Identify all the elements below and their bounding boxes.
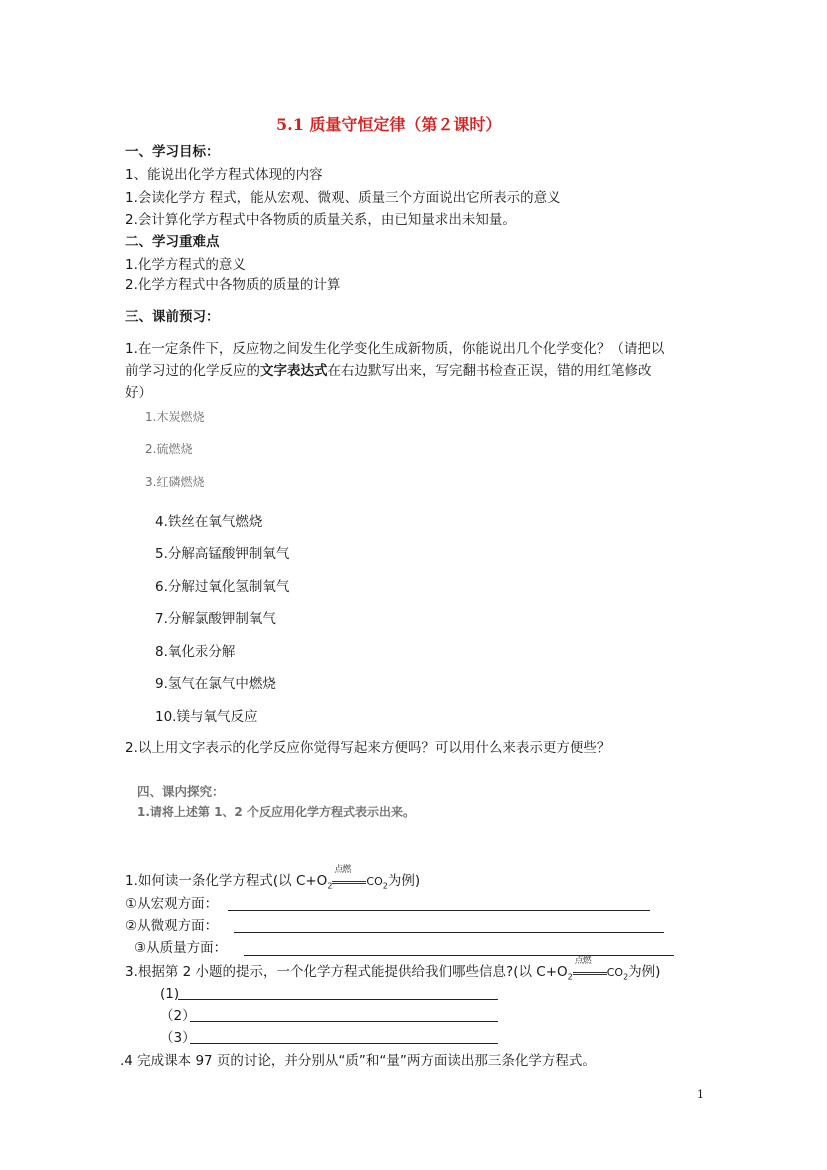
reaction-item: 8.氧化汞分解	[155, 644, 236, 660]
preview-text: 在右边默写出来，写完翻书检查正误，错的用红笔修改	[327, 363, 652, 379]
read-question	[125, 865, 421, 891]
o2-subscript: 2	[567, 972, 573, 982]
info-item-label: （3）	[160, 1030, 196, 1046]
info-question	[125, 956, 661, 982]
explore-heading: 四、课内探究：	[137, 784, 225, 799]
info-question-text: 3.根据第 2 小题的提示，一个化学方程式能提供给我们哪些信息?(以 C+O	[125, 964, 568, 980]
product-subscript: 2	[382, 881, 388, 891]
macro-answer-line[interactable]	[228, 910, 650, 911]
info-item-label: （2）	[160, 1008, 196, 1024]
info-answer-line[interactable]	[190, 1021, 498, 1022]
goal-item: 1.会读化学方 程式，能从宏观、微观、质量三个方面说出它所表示的意义	[125, 190, 561, 206]
reaction-item: 7.分解氯酸钾制氧气	[155, 611, 276, 627]
micro-label: ②从微观方面：	[125, 918, 219, 934]
micro-answer-line[interactable]	[234, 932, 664, 933]
reaction-item: 4.铁丝在氧气燃烧	[155, 514, 263, 530]
page-title: 5.1 质量守恒定律（第２课时）	[276, 115, 502, 134]
product-formula: CO	[606, 966, 624, 979]
difficulty-item: 2.化学方程式中各物质的质量的计算	[125, 277, 341, 293]
reaction-item: 3.红磷燃烧	[145, 475, 205, 489]
reaction-item: 1.木炭燃烧	[145, 410, 205, 424]
mass-answer-line[interactable]	[244, 955, 674, 956]
explore-task: 1.请将上述第 1、2 个反应用化学方程式表示出来。	[137, 805, 415, 819]
reaction-item: 2.硫燃烧	[145, 442, 193, 456]
final-task: .4 完成课本 97 页的讨论，并分别从“质”和“量”两方面读出那三条化学方程式。	[120, 1053, 596, 1069]
info-item-label: (1)	[160, 986, 180, 1002]
preview-text: 前学习过的化学反应的	[125, 363, 260, 379]
difficulty-item: 1.化学方程式的意义	[125, 257, 246, 273]
reaction-arrow	[573, 956, 607, 976]
info-answer-line[interactable]	[178, 999, 498, 1000]
reaction-arrow	[332, 865, 366, 885]
goal-item: 2.会计算化学方程式中各物质的质量关系，由已知量求出未知量。	[125, 212, 516, 228]
goals-heading: 一、学习目标：	[125, 144, 220, 160]
preview-heading: 三、课前预习：	[125, 309, 220, 325]
reaction-item: 9.氢气在氯气中燃烧	[155, 676, 276, 692]
preview-question-1-line-3: 好）	[125, 385, 152, 401]
read-question-text: 1.如何读一条化学方程式(以 C+O	[125, 873, 328, 889]
product-subscript: 2	[623, 972, 629, 982]
mass-label: ③从质量方面：	[134, 940, 228, 956]
difficulty-heading: 二、学习重难点	[125, 234, 220, 250]
page-number: 1	[697, 1088, 704, 1101]
reaction-item: 5.分解高锰酸钾制氧气	[155, 546, 290, 562]
preview-question-1-line-2	[125, 365, 652, 379]
product-formula: CO	[366, 875, 383, 888]
info-answer-line[interactable]	[190, 1043, 498, 1044]
o2-subscript: 2	[327, 881, 333, 891]
preview-question-1-line-1: 1.在一定条件下，反应物之间发生化学变化生成新物质，你能说出几个化学变化？（请把以	[125, 341, 665, 357]
preview-question-2: 2.以上用文字表示的化学反应你觉得写起来方便吗？可以用什么来表示更方便些？	[125, 740, 611, 756]
emphasis-text: 文字表达式	[260, 363, 328, 379]
macro-label: ①从宏观方面：	[125, 896, 219, 912]
goal-item: 1、能说出化学方程式体现的内容	[125, 167, 323, 183]
reaction-item: 10.镁与氧气反应	[155, 709, 258, 725]
read-question-suffix: 为例)	[387, 873, 421, 889]
reaction-item: 6.分解过氧化氢制氧气	[155, 579, 290, 595]
info-question-suffix: 为例)	[628, 964, 661, 980]
reaction-condition: 点燃	[334, 865, 351, 875]
reaction-condition: 点燃	[574, 956, 591, 966]
